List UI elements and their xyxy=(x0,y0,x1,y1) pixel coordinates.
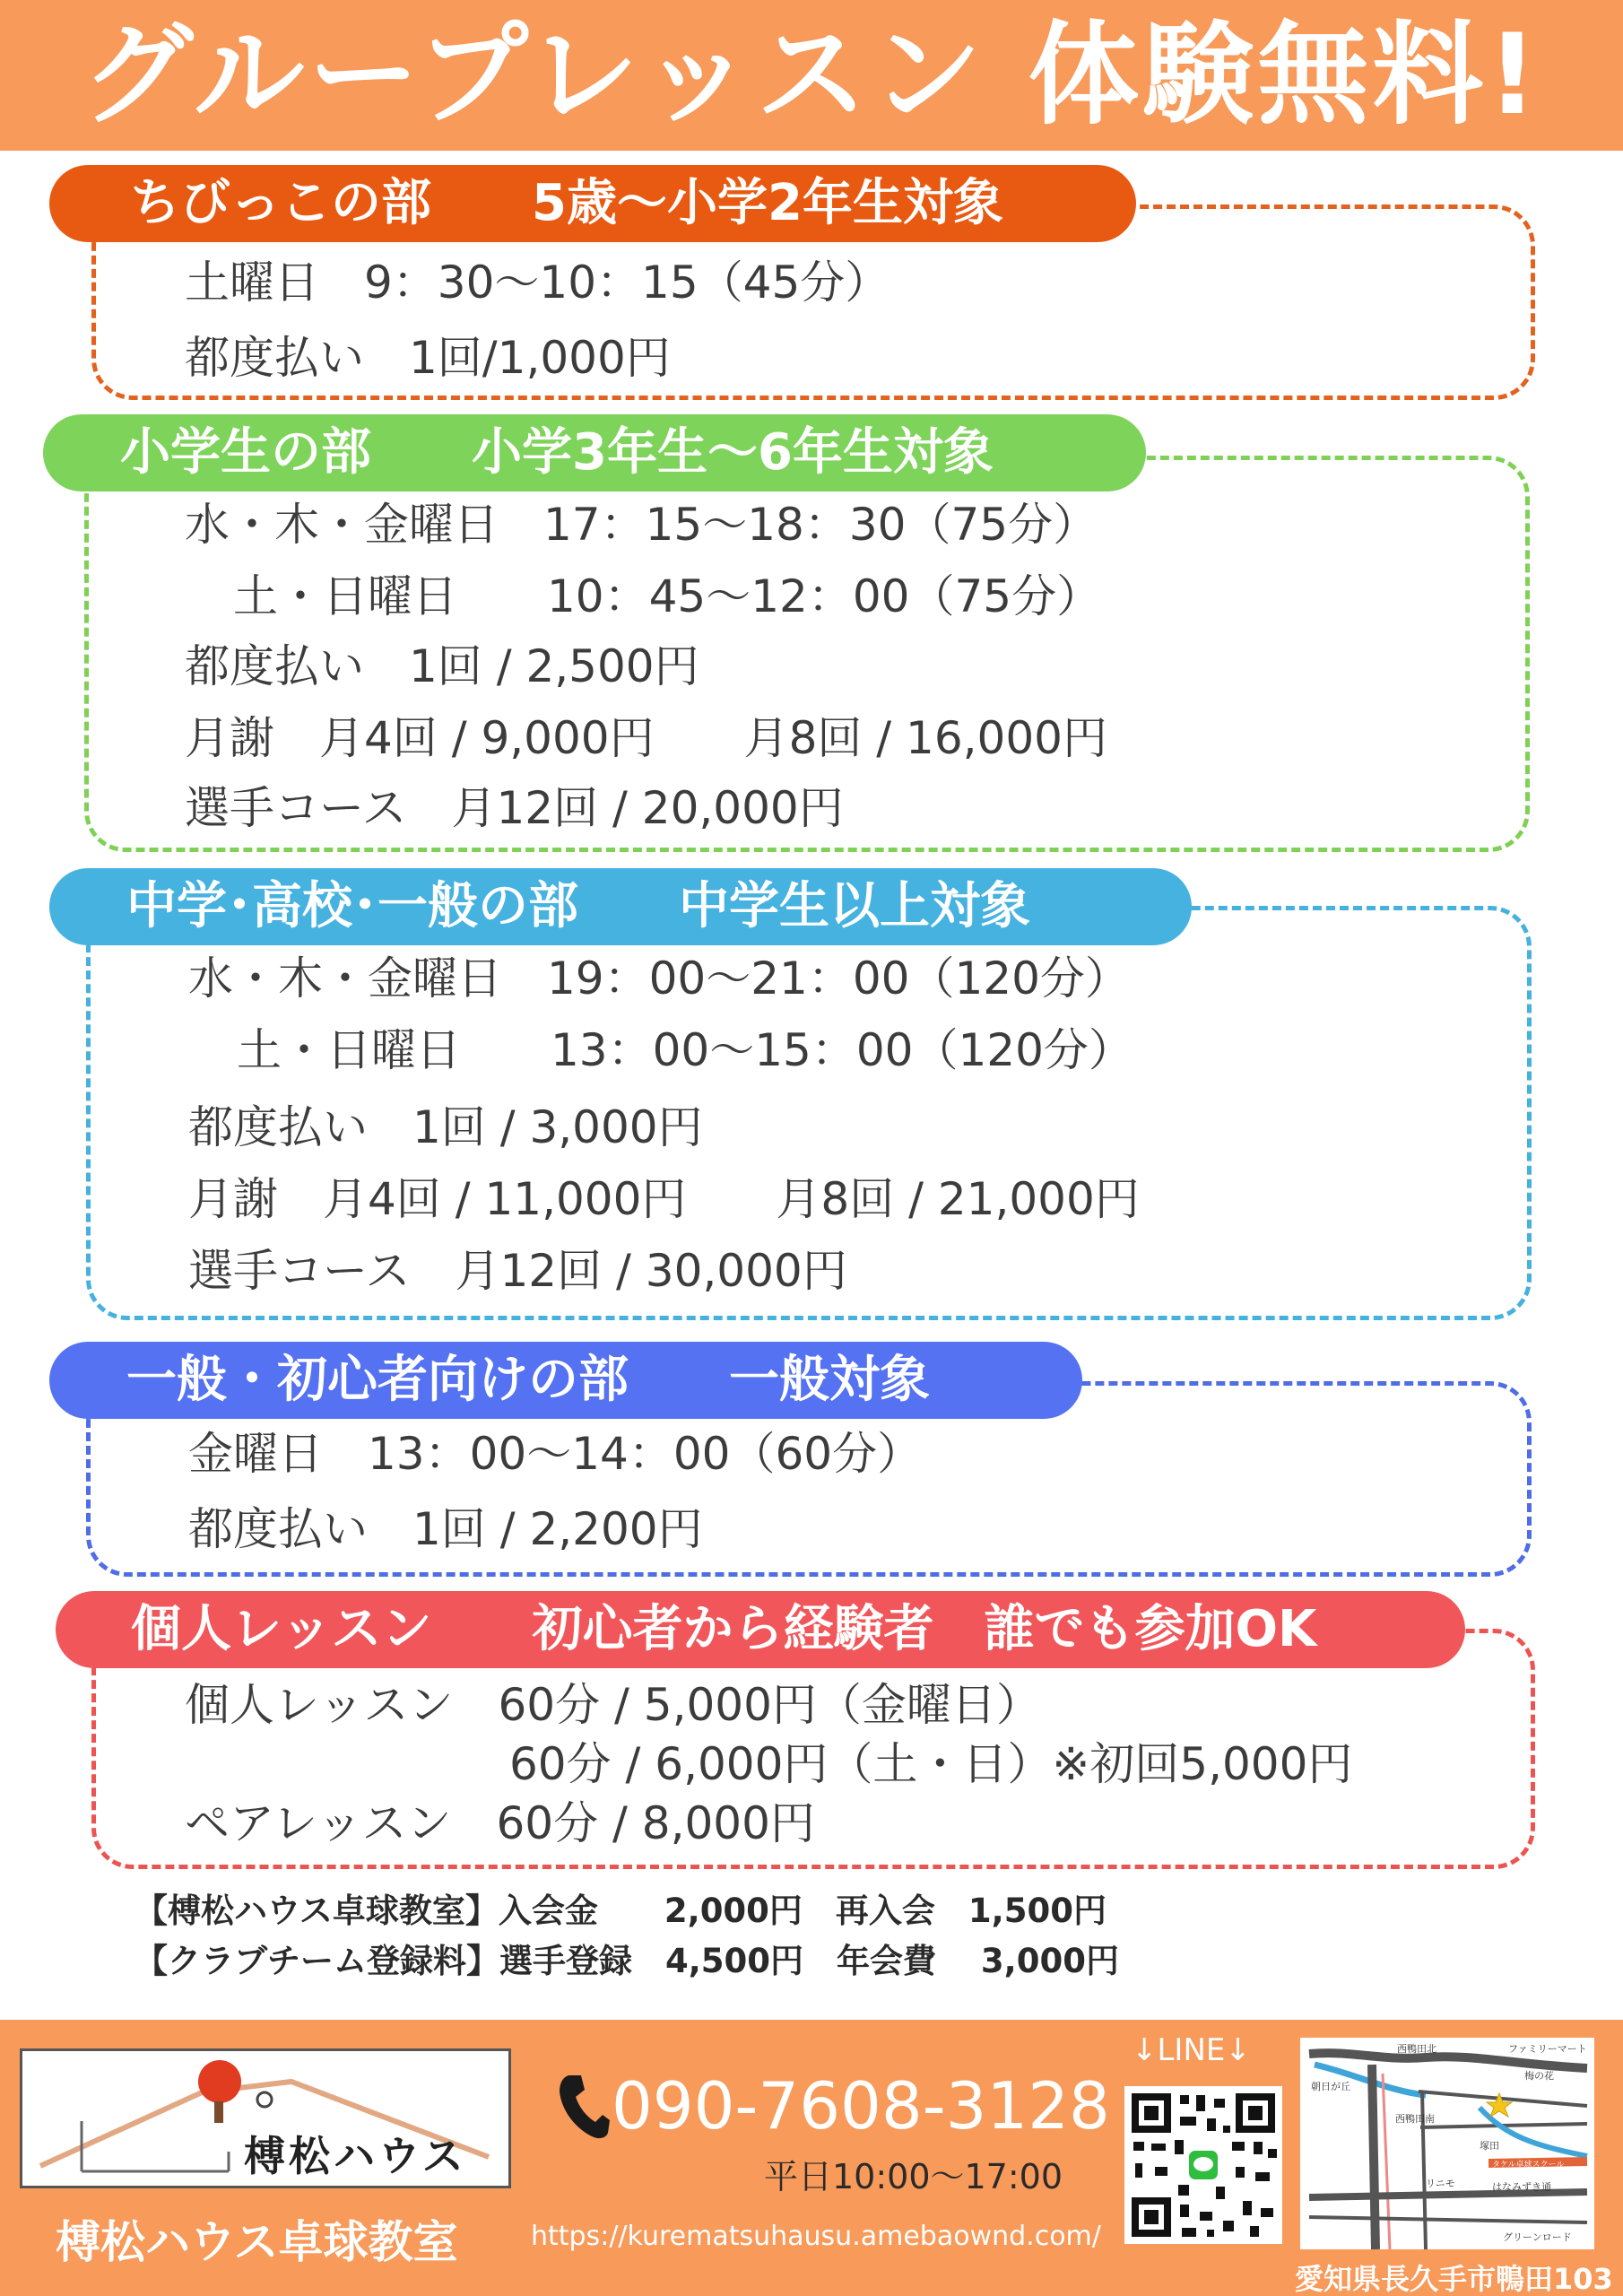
section-private-line: 60分 / 6,000円（土・日）※初回5,000円 xyxy=(509,1738,1353,1790)
admission-fee: 【榑松ハウス卓球教室】入会金 2,000円 再入会 1,500円 xyxy=(135,1892,1107,1930)
map-label: 梅の花 xyxy=(1524,2070,1554,2082)
section-junior-high-line: 選手コース 月12回 / 30,000円 xyxy=(188,1245,847,1297)
map-label: リニモ xyxy=(1426,2178,1455,2189)
section-elementary-line: 土・日曜日 10：45〜12：00（75分） xyxy=(233,570,1102,622)
logo-text: 榑松ハウス xyxy=(244,2132,467,2180)
map-label: タケル卓球スクール xyxy=(1492,2161,1565,2170)
section-kids-line: 土曜日 9：30〜10：15（45分） xyxy=(185,257,890,309)
section-beginner-header: 一般・初心者向けの部 一般対象 xyxy=(49,1342,1082,1419)
map-label: グリーンロード xyxy=(1503,2231,1572,2243)
section-elementary-header: 小学生の部 小学3年生〜6年生対象 xyxy=(43,414,1146,491)
map-label: 西鴨田南 xyxy=(1395,2113,1435,2125)
access-map[interactable] xyxy=(1300,2038,1594,2249)
section-elementary-line: 都度払い 1回 / 2,500円 xyxy=(185,640,699,692)
section-beginner-line: 金曜日 13：00〜14：00（60分） xyxy=(188,1428,923,1480)
section-junior-high-line: 土・日曜日 13：00〜15：00（120分） xyxy=(237,1024,1133,1076)
registration-fee: 【クラブチーム登録料】選手登録 4,500円 年会費 3,000円 xyxy=(135,1942,1119,1980)
section-beginner-line: 都度払い 1回 / 2,200円 xyxy=(188,1503,703,1555)
line-label: ↓LINE↓ xyxy=(1132,2032,1251,2068)
map-label: ファミリーマート xyxy=(1508,2043,1587,2055)
address: 愛知県長久手市鴨田103 xyxy=(1295,2262,1613,2296)
section-elementary-line: 月謝 月4回 / 9,000円 月8回 / 16,000円 xyxy=(185,712,1107,764)
map-label: 朝日が丘 xyxy=(1311,2081,1350,2092)
section-junior-high-line: 都度払い 1回 / 3,000円 xyxy=(188,1101,703,1153)
section-private-line: ペアレッスン 60分 / 8,000円 xyxy=(185,1797,815,1849)
section-junior-high-line: 水・木・金曜日 19：00〜21：00（120分） xyxy=(188,952,1130,1004)
business-hours: 平日10:00〜17:00 xyxy=(764,2157,1063,2196)
phone-number[interactable]: 090-7608-3128 xyxy=(612,2068,1110,2144)
line-qr-code[interactable] xyxy=(1124,2086,1282,2244)
page-title: グループレッスン 体験無料! xyxy=(82,11,1541,140)
school-name: 榑松ハウス卓球教室 xyxy=(56,2216,458,2268)
phone-icon xyxy=(556,2072,612,2140)
section-private-line: 個人レッスン 60分 / 5,000円（金曜日） xyxy=(185,1679,1041,1731)
website-link[interactable]: https://kurematsuhausu.amebaownd.com/ xyxy=(531,2221,1101,2252)
section-elementary-line: 水・木・金曜日 17：15〜18：30（75分） xyxy=(185,499,1098,551)
section-junior-high-header: 中学･高校･一般の部 中学生以上対象 xyxy=(49,868,1192,945)
section-kids-header: ちびっこの部 5歳〜小学2年生対象 xyxy=(49,165,1136,242)
section-kids-line: 都度払い 1回/1,000円 xyxy=(185,332,671,384)
section-junior-high-line: 月謝 月4回 / 11,000円 月8回 / 21,000円 xyxy=(188,1173,1140,1225)
section-private-header: 個人レッスン 初心者から経験者 誰でも参加OK xyxy=(56,1591,1465,1668)
map-label: 塚田 xyxy=(1480,2140,1499,2152)
map-label: はなみずき通 xyxy=(1492,2181,1551,2193)
map-label: 西鴨田北 xyxy=(1397,2043,1436,2055)
section-elementary-line: 選手コース 月12回 / 20,000円 xyxy=(185,782,844,834)
